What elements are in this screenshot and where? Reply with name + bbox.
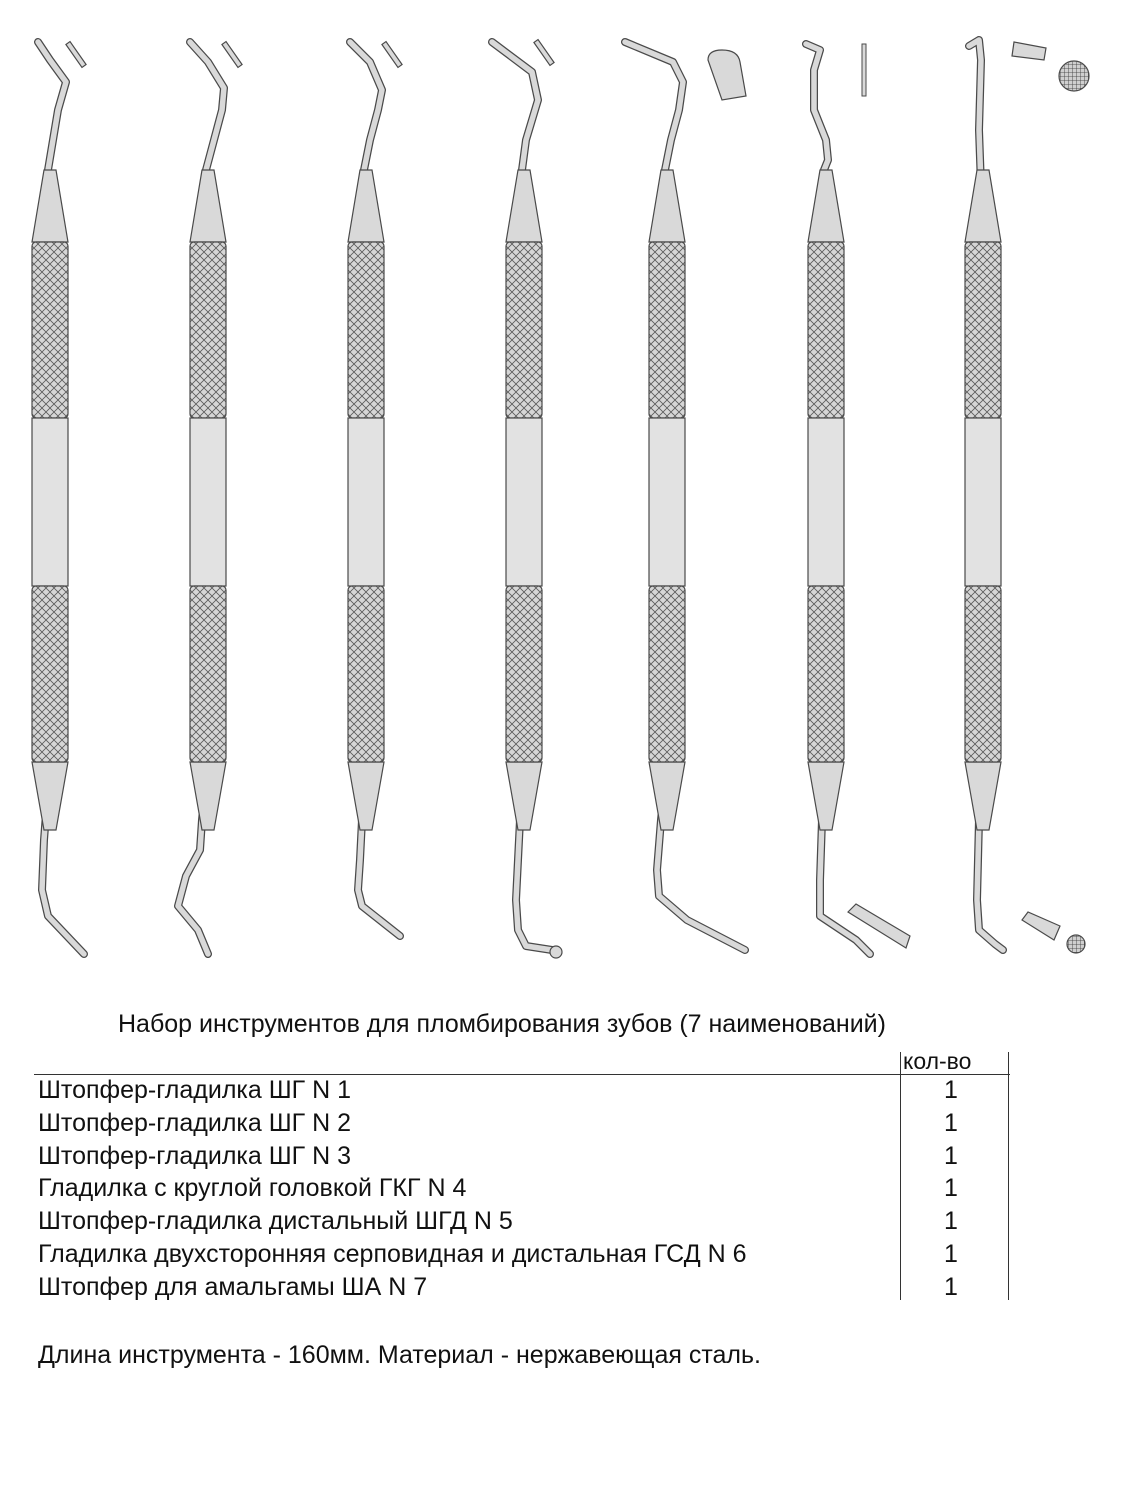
table-right-border — [1008, 1052, 1009, 1300]
handle-grip-lower — [649, 586, 685, 762]
tip-profile-1 — [66, 42, 86, 68]
instrument-6 — [806, 44, 870, 954]
handle-neck-top — [190, 170, 226, 242]
instrument-name: Гладилка с круглой головкой ГКГ N 4 — [38, 1174, 467, 1202]
handle-smooth-section — [965, 418, 1001, 586]
instrument-4 — [492, 42, 552, 950]
handle-grip-lower — [808, 586, 844, 762]
instrument-qty: 1 — [944, 1273, 958, 1301]
handle-neck-top — [348, 170, 384, 242]
handle-grip-lower — [32, 586, 68, 762]
handle-smooth-section — [190, 418, 226, 586]
handle-neck-top — [649, 170, 685, 242]
handle-smooth-section — [649, 418, 685, 586]
instrument-7 — [965, 40, 1003, 950]
handle-smooth-section — [348, 418, 384, 586]
serrated-face-icon — [1059, 61, 1089, 91]
handle-neck-bottom — [965, 762, 1001, 830]
tip-profile-2 — [222, 42, 242, 68]
handle-neck-bottom — [808, 762, 844, 830]
handle-smooth-section — [506, 418, 542, 586]
qty-column-header: кол-во — [903, 1048, 972, 1074]
tip-profile-5 — [708, 50, 746, 100]
tip-profile-7a — [1012, 42, 1046, 60]
instrument-1 — [32, 42, 84, 954]
instrument-qty: 1 — [944, 1174, 958, 1202]
instrument-name: Штопфер для амальгамы ША N 7 — [38, 1273, 428, 1301]
handle-neck-top — [808, 170, 844, 242]
handle-neck-bottom — [190, 762, 226, 830]
instrument-name: Гладилка двухсторонняя серповидная и дистальная ГСД N 6 — [38, 1240, 747, 1268]
handle-grip-upper — [649, 242, 685, 418]
ball-tip — [550, 946, 562, 958]
handle-smooth-section — [808, 418, 844, 586]
handle-neck-bottom — [506, 762, 542, 830]
tip-profile-7b — [1022, 912, 1060, 940]
instrument-name: Штопфер-гладилка ШГ N 1 — [38, 1076, 352, 1104]
instrument-name: Штопфер-гладилка дистальный ШГД N 5 — [38, 1207, 513, 1235]
serrated-face-small-icon — [1067, 935, 1085, 953]
instrument-qty: 1 — [944, 1109, 958, 1137]
handle-grip-lower — [965, 586, 1001, 762]
instrument-qty: 1 — [944, 1076, 958, 1104]
handle-grip-upper — [506, 242, 542, 418]
handle-neck-top — [32, 170, 68, 242]
instrument-qty: 1 — [944, 1240, 958, 1268]
handle-grip-lower — [190, 586, 226, 762]
handle-smooth-section — [32, 418, 68, 586]
table-column-divider — [900, 1052, 901, 1300]
handle-grip-lower — [506, 586, 542, 762]
instrument-2 — [178, 42, 226, 954]
instrument-name: Штопфер-гладилка ШГ N 3 — [38, 1142, 352, 1170]
handle-grip-upper — [965, 242, 1001, 418]
instrument-name: Штопфер-гладилка ШГ N 2 — [38, 1109, 352, 1137]
tip-profile-4 — [534, 40, 554, 66]
tip-profile-3 — [382, 42, 402, 68]
handle-grip-lower — [348, 586, 384, 762]
handle-grip-upper — [32, 242, 68, 418]
handle-neck-top — [965, 170, 1001, 242]
tip-profile-6 — [862, 44, 866, 96]
handle-neck-bottom — [348, 762, 384, 830]
table-header-divider — [34, 1074, 1010, 1075]
instrument-qty: 1 — [944, 1142, 958, 1170]
handle-grip-upper — [190, 242, 226, 418]
page-title: Набор инструментов для пломбирования зубов (7 наименований) — [118, 1010, 886, 1038]
instrument-5 — [625, 42, 745, 950]
handle-neck-top — [506, 170, 542, 242]
instrument-qty: 1 — [944, 1207, 958, 1235]
handle-neck-bottom — [649, 762, 685, 830]
instrument-specs: Длина инструмента - 160мм. Материал - нержавеющая сталь. — [38, 1341, 761, 1369]
handle-grip-upper — [808, 242, 844, 418]
handle-grip-upper — [348, 242, 384, 418]
handle-neck-bottom — [32, 762, 68, 830]
instrument-3 — [348, 42, 400, 936]
